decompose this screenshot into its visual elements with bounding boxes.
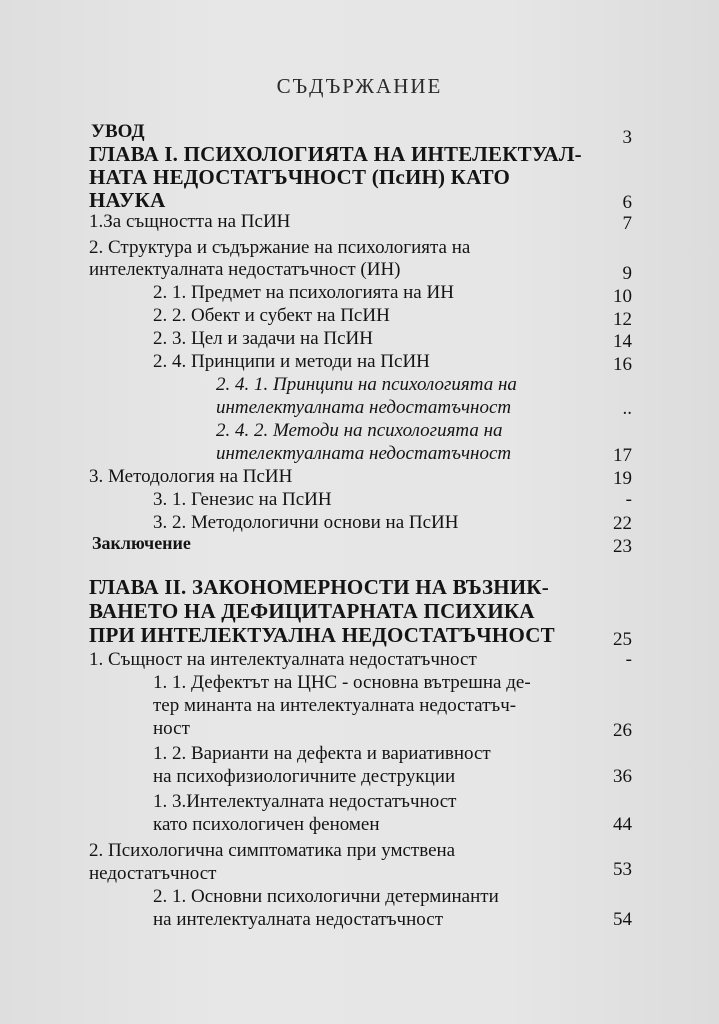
page-number: - (625, 649, 632, 670)
toc-entry: 2. Структура и съдържание на психологията на (89, 237, 471, 258)
toc-entry: недостатъчност (89, 863, 217, 884)
toc-entry: интелектуалната недостатъчност (216, 397, 512, 418)
toc-entry: на психофизиологичните деструкции (153, 766, 456, 787)
page-number: 19 (613, 468, 632, 489)
toc-entry: 1. 2. Варианти на дефекта и вариативност (153, 743, 491, 764)
page-number: 17 (613, 445, 632, 466)
page-number: 7 (622, 213, 632, 234)
page-number: .. (622, 398, 632, 419)
toc-entry: ПРИ ИНТЕЛЕКТУАЛНА НЕДОСТАТЪЧНОСТ (89, 623, 555, 647)
toc-entry: 3. 1. Генезис на ПсИН (153, 489, 332, 510)
toc-entry: 3. 2. Методологични основи на ПсИН (153, 512, 459, 533)
toc-entry: 2. 1. Предмет на психологията на ИН (153, 282, 454, 303)
page-title: СЪДЪРЖАНИЕ (276, 74, 443, 98)
page-number: 9 (622, 263, 632, 284)
page-number: 53 (613, 859, 632, 880)
toc-entry: ност (153, 718, 190, 739)
page-number: 23 (613, 536, 632, 557)
toc-entry: 1.За същността на ПсИН (89, 211, 291, 232)
page-number: 14 (613, 331, 632, 352)
page-number: 6 (622, 192, 632, 213)
toc-entry: УВОД (91, 121, 145, 142)
toc-entry: 1. 1. Дефектът на ЦНС - основна вътрешна де- (153, 672, 531, 693)
page-number: - (625, 489, 632, 510)
toc-entry: 2. Психологична симптоматика при умствена (89, 840, 456, 861)
toc-entry: 2. 4. 1. Принципи на психологията на (216, 374, 517, 395)
page-number: 36 (613, 766, 632, 787)
toc-entry: 1. 3.Интелектуалната недостатъчност (153, 791, 457, 812)
page-number: 54 (613, 909, 632, 930)
toc-entry: 2. 2. Обект и субект на ПсИН (153, 305, 390, 326)
toc-entry: 2. 3. Цел и задачи на ПсИН (153, 328, 374, 349)
page-number: 26 (613, 720, 632, 741)
toc-entry: Заключение (92, 533, 191, 553)
toc-entry: тер минанта на интелектуалната недостатъч- (153, 695, 517, 716)
toc-entry: 3. Методология на ПсИН (89, 466, 293, 487)
toc-entry: ГЛАВА II. ЗАКОНОМЕРНОСТИ НА ВЪЗНИК- (89, 575, 549, 599)
toc-entry: интелектуалната недостатъчност (216, 443, 512, 464)
toc-entry: интелектуалната недостатъчност (ИН) (89, 259, 401, 280)
page-number: 16 (613, 354, 632, 375)
page-number: 12 (613, 309, 632, 330)
page-number: 25 (613, 629, 632, 650)
toc-entry: НАТА НЕДОСТАТЪЧНОСТ (ПсИН) КАТО (89, 165, 511, 189)
page-number: 10 (613, 286, 632, 307)
page-number: 44 (613, 814, 632, 835)
toc-entry: 1. Същност на интелектуалната недостатъчност (89, 649, 477, 670)
page-number: 3 (622, 127, 632, 148)
toc-entry: 2. 4. 2. Методи на психологията на (216, 420, 503, 441)
toc-entry: на интелектуалната недостатъчност (153, 909, 443, 930)
toc-entry: ВАНЕТО НА ДЕФИЦИТАРНАТА ПСИХИКА (89, 599, 535, 623)
toc-entry: като психологичен феномен (153, 814, 380, 835)
toc-entry: 2. 1. Основни психологични детерминанти (153, 886, 499, 907)
toc-entry: ГЛАВА І. ПСИХОЛОГИЯТА НА ИНТЕЛЕКТУАЛ- (89, 142, 582, 166)
page-number: 22 (613, 513, 632, 534)
toc-entry: НАУКА (89, 188, 166, 212)
toc-entry: 2. 4. Принципи и методи на ПсИН (153, 351, 430, 372)
